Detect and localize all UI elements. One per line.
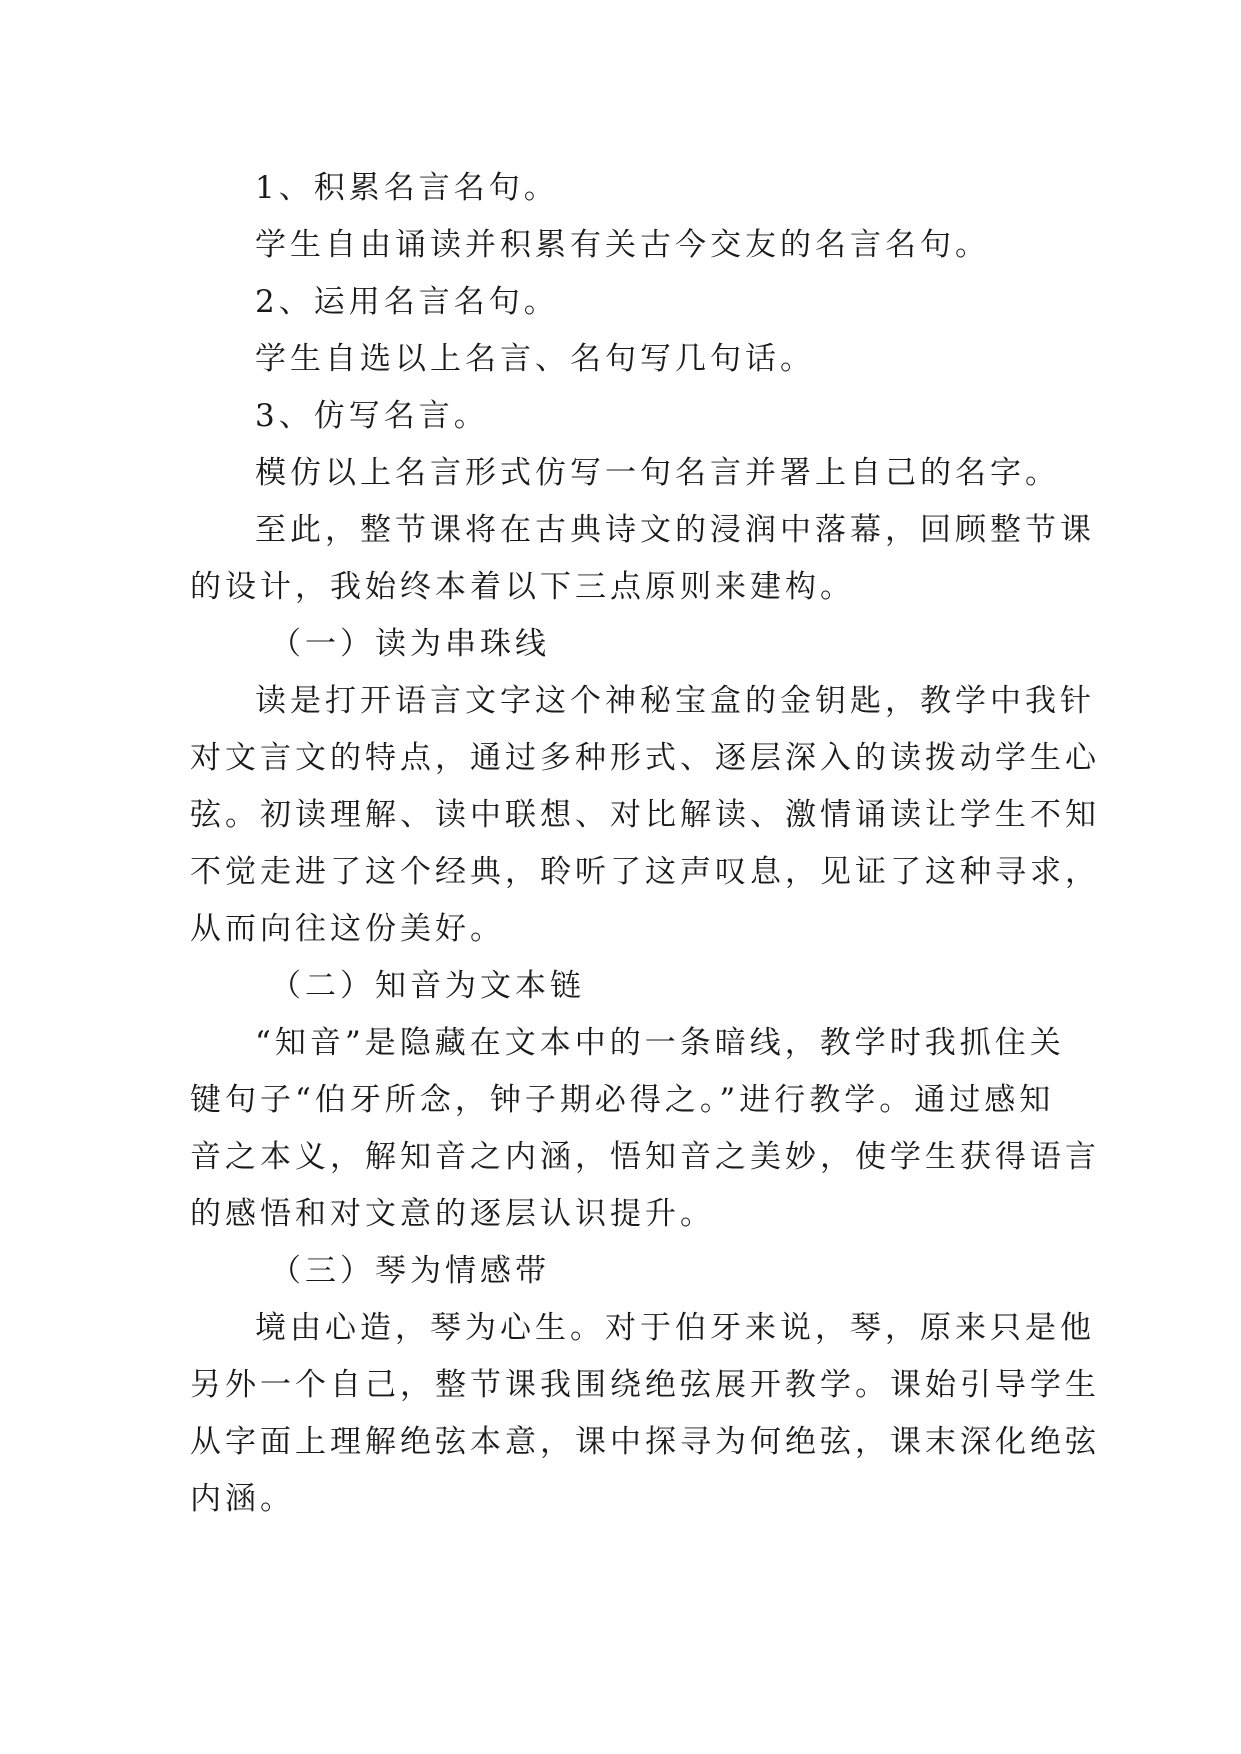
list-item-1-heading: 1、积累名言名句。	[255, 170, 559, 206]
section-heading-1: （一）读为串珠线	[270, 626, 550, 662]
paragraph-line: 从而向往这份美好。	[190, 911, 505, 947]
paragraph-line: 境由心造，琴为心生。对于伯牙来说，琴，原来只是他	[255, 1310, 1095, 1346]
paragraph-line: 键句子“伯牙所念，钟子期必得之。”进行教学。通过感知	[190, 1082, 1055, 1118]
document-body	[190, 160, 1100, 1528]
section-heading-3: （三）琴为情感带	[270, 1253, 550, 1289]
paragraph-line: 从字面上理解绝弦本意，课中探寻为何绝弦，课末深化绝弦	[190, 1424, 1100, 1460]
section-heading-2: （二）知音为文本链	[270, 968, 585, 1004]
paragraph-line: 音之本义，解知音之内涵，悟知音之美妙，使学生获得语言	[190, 1139, 1100, 1175]
paragraph-line: 弦。初读理解、读中联想、对比解读、激情诵读让学生不知	[190, 797, 1100, 833]
paragraph-line: 的感悟和对文意的逐层认识提升。	[190, 1196, 715, 1232]
paragraph-line: 的设计，我始终本着以下三点原则来建构。	[190, 569, 855, 605]
paragraph-line: 学生自由诵读并积累有关古今交友的名言名句。	[255, 227, 990, 263]
paragraph-line: “知音”是隐藏在文本中的一条暗线，教学时我抓住关	[255, 1025, 1065, 1061]
paragraph-line: 对文言文的特点，通过多种形式、逐层深入的读拨动学生心	[190, 740, 1100, 776]
paragraph-line: 内涵。	[190, 1481, 295, 1517]
paragraph-line: 读是打开语言文字这个神秘宝盒的金钥匙，教学中我针	[255, 683, 1095, 719]
paragraph-line: 至此，整节课将在古典诗文的浸润中落幕，回顾整节课	[255, 512, 1095, 548]
paragraph-line: 学生自选以上名言、名句写几句话。	[255, 341, 815, 377]
list-item-3-heading: 3、仿写名言。	[255, 398, 489, 434]
paragraph-line: 模仿以上名言形式仿写一句名言并署上自己的名字。	[255, 455, 1060, 491]
list-item-2-heading: 2、运用名言名句。	[255, 284, 559, 320]
paragraph-line: 不觉走进了这个经典，聆听了这声叹息，见证了这种寻求，	[190, 854, 1100, 890]
paragraph-line: 另外一个自己，整节课我围绕绝弦展开教学。课始引导学生	[190, 1367, 1100, 1403]
